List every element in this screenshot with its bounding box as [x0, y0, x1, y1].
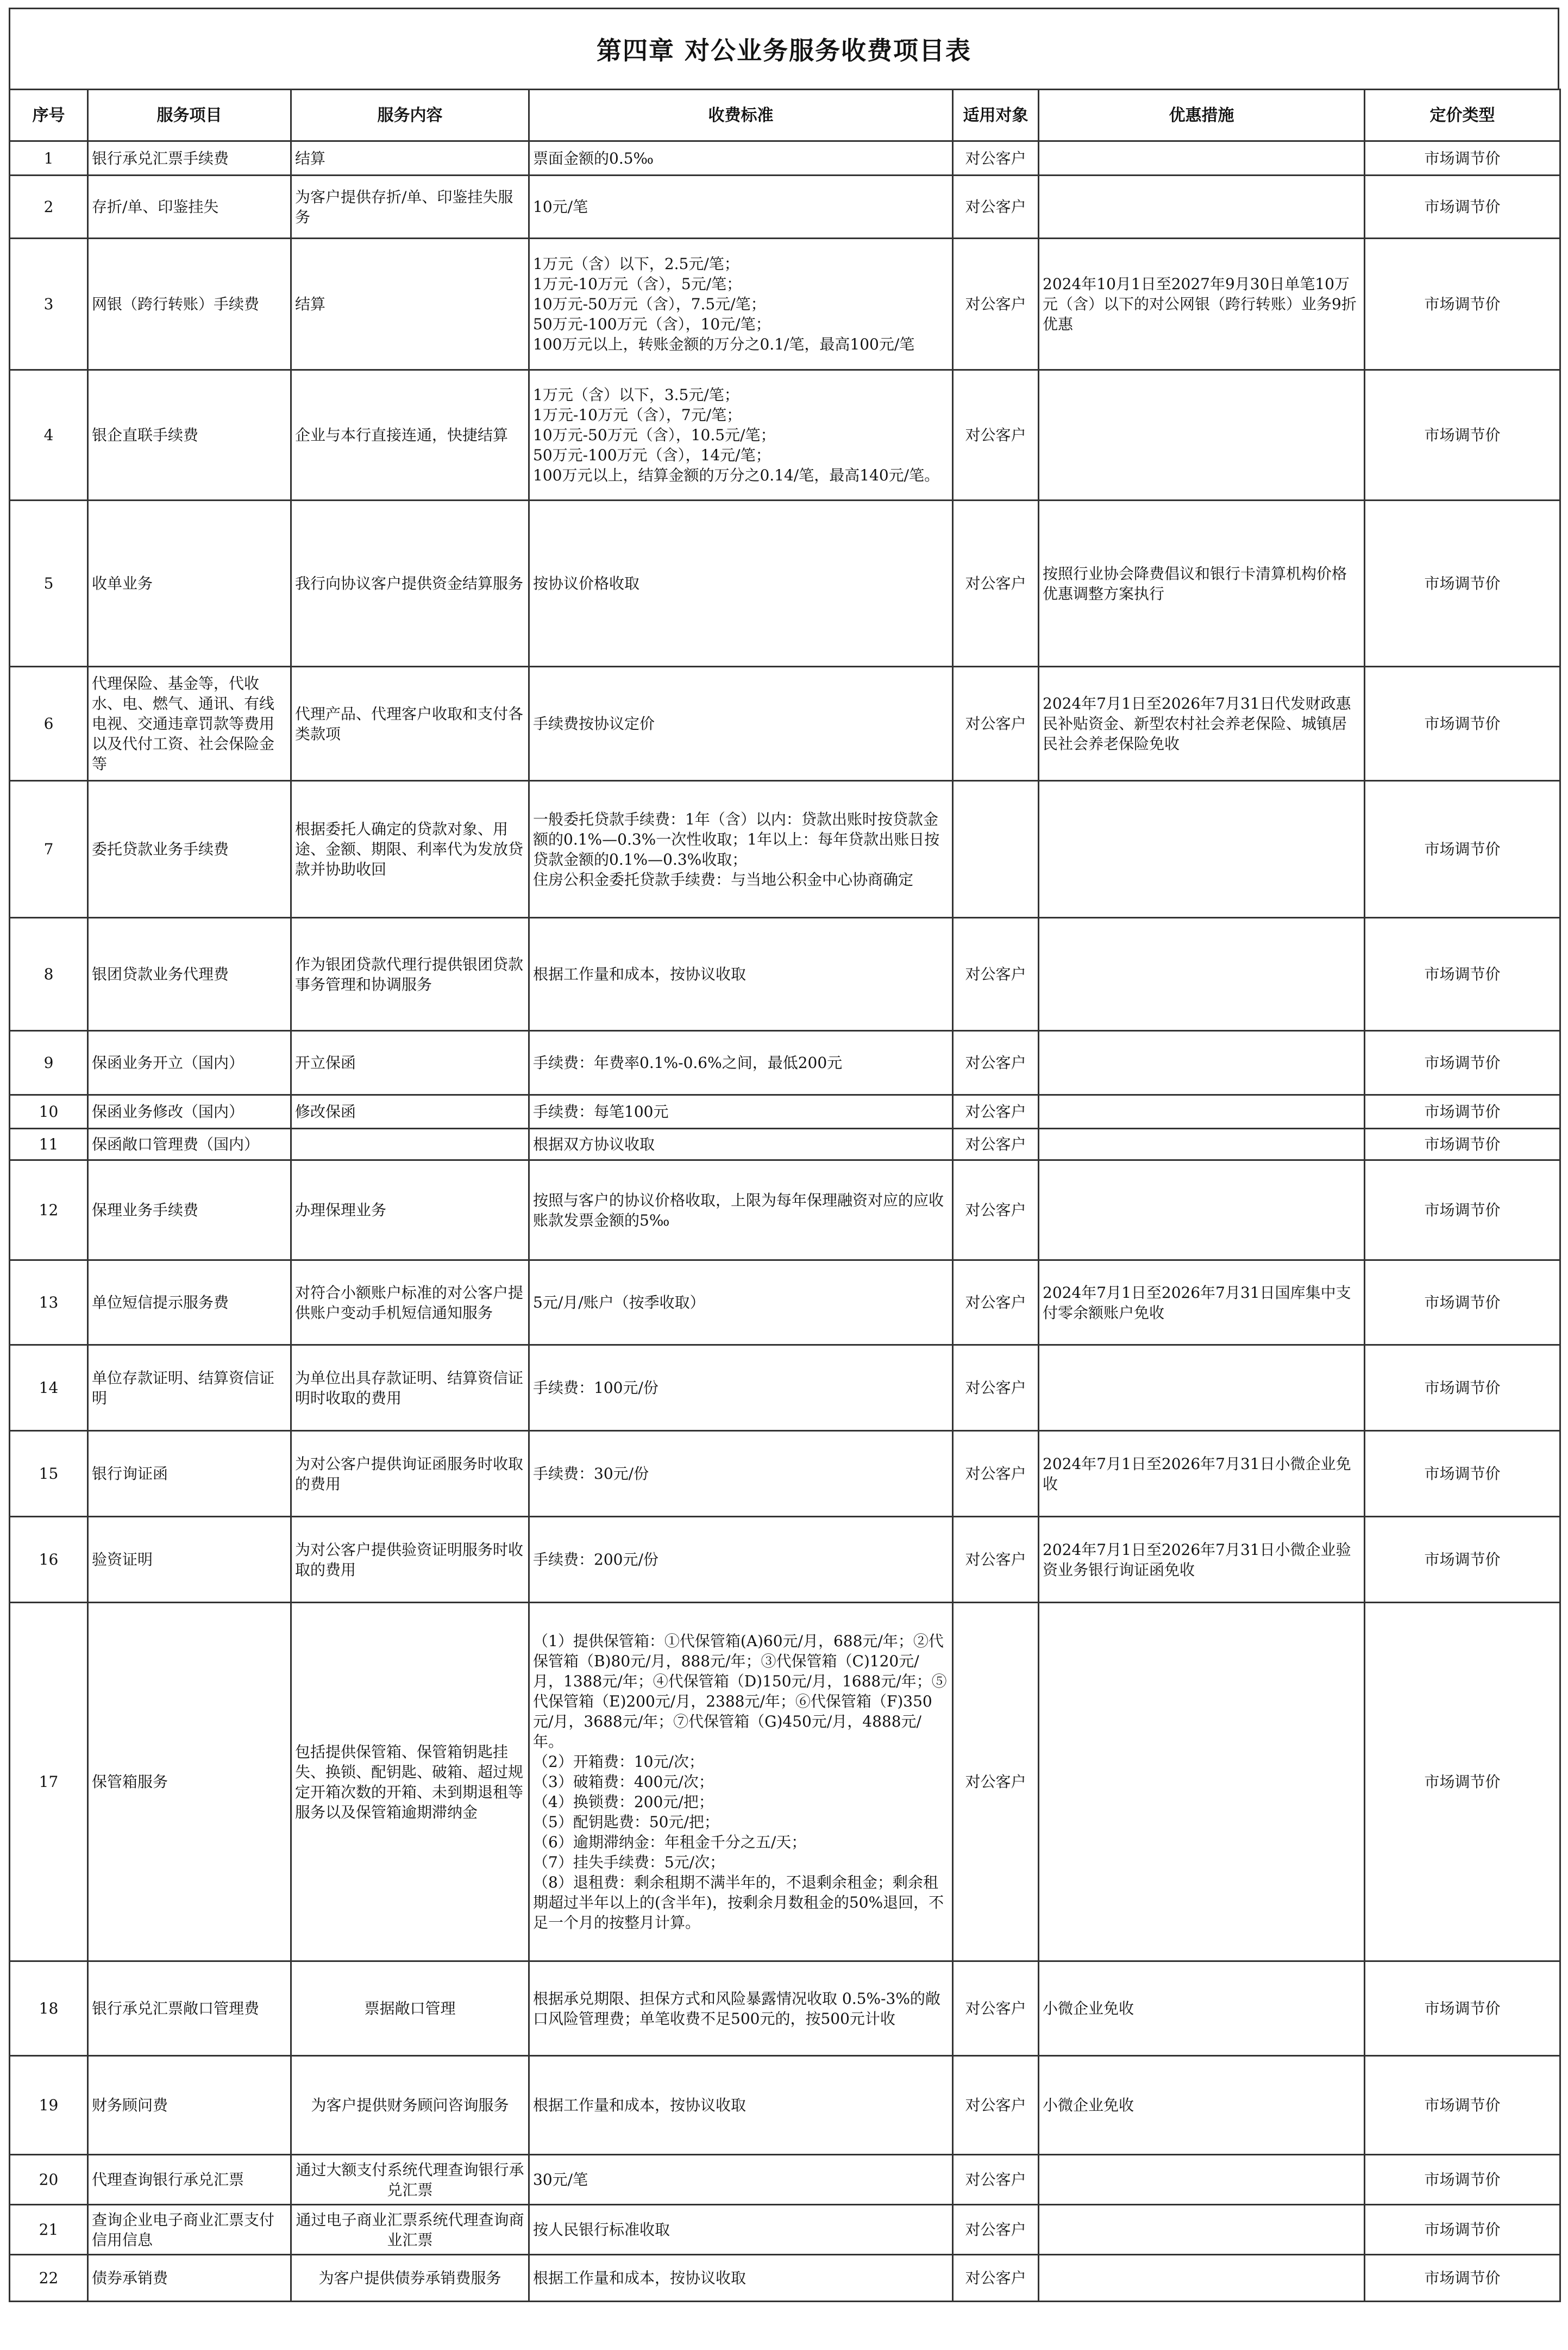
table-row — [10, 1345, 1560, 1431]
cell-item: 单位短信提示服务费 — [88, 1260, 291, 1345]
cell-discount: 按照行业协会降费倡议和银行卡清算机构价格优惠调整方案执行 — [1039, 501, 1365, 667]
table-row — [10, 2255, 1560, 2302]
cell-item: 代理查询银行承兑汇票 — [88, 2155, 291, 2205]
cell-standard: 1万元（含）以下，2.5元/笔； 1万元-10万元（含），5元/笔； 10万元-50万元（含），7.5元/笔； 50万元-100万元（含），10元/笔； 100万元以上，转账金额的万分之0.1/笔，最高100元/笔 — [529, 239, 953, 370]
cell-discount — [1039, 1160, 1365, 1260]
cell-standard: 手续费：200元/份 — [529, 1517, 953, 1603]
header-target: 适用对象 — [953, 90, 1039, 141]
cell-pricing: 市场调节价 — [1365, 1603, 1560, 1961]
header-no: 序号 — [10, 90, 88, 141]
header-item: 服务项目 — [88, 90, 291, 141]
header-standard: 收费标准 — [529, 90, 953, 141]
cell-content: 为客户提供财务顾问咨询服务 — [291, 2056, 529, 2155]
cell-discount — [1039, 176, 1365, 239]
cell-content — [291, 1129, 529, 1160]
cell-item: 银企直联手续费 — [88, 370, 291, 501]
cell-standard: （1）提供保管箱：①代保管箱(A)60元/月，688元/年；②代保管箱（B)80元/月，888元/年；③代保管箱（C)120元/月，1388元/年；④代保管箱（D)150元/月，1688元/年；⑤代保管箱（E)200元/月，2388元/年；⑥代保管箱（F)350元/月，3688元/年；⑦代保管箱（G)450元/月，4888元/年。 （2）开箱费：10元/次； （3）破箱费：400元/次； （4）换锁费：200元/把； （5）配钥匙费：50元/把； （6）逾期滞纳金：年租金千分之五/天； （7）挂失手续费：5元/次； （8）退租费：剩余租期不满半年的，不退剩余租金；剩余租期超过半年以上的(含半年)，按剩余月数租金的50%退回，不足一个月的按整月计算。 — [529, 1603, 953, 1961]
table-title: 第四章 对公业务服务收费项目表 — [9, 8, 1559, 89]
cell-pricing: 市场调节价 — [1365, 1031, 1560, 1095]
cell-standard: 5元/月/账户（按季收取） — [529, 1260, 953, 1345]
cell-no: 6 — [10, 667, 88, 781]
cell-content: 为对公客户提供验资证明服务时收取的费用 — [291, 1517, 529, 1603]
cell-content: 为对公客户提供询证函服务时收取的费用 — [291, 1431, 529, 1517]
cell-discount — [1039, 141, 1365, 176]
cell-pricing: 市场调节价 — [1365, 2205, 1560, 2255]
table-row — [10, 1961, 1560, 2056]
cell-pricing: 市场调节价 — [1365, 2255, 1560, 2302]
table-row — [10, 918, 1560, 1031]
cell-discount: 小微企业免收 — [1039, 1961, 1365, 2056]
table-row — [10, 1517, 1560, 1603]
cell-no: 8 — [10, 918, 88, 1031]
cell-item: 保函业务修改（国内） — [88, 1095, 291, 1129]
cell-content: 为单位出具存款证明、结算资信证明时收取的费用 — [291, 1345, 529, 1431]
cell-item: 查询企业电子商业汇票支付信用信息 — [88, 2205, 291, 2255]
cell-standard: 按人民银行标准收取 — [529, 2205, 953, 2255]
cell-no: 16 — [10, 1517, 88, 1603]
cell-target: 对公客户 — [953, 370, 1039, 501]
cell-target: 对公客户 — [953, 176, 1039, 239]
cell-standard: 根据双方协议收取 — [529, 1129, 953, 1160]
cell-discount — [1039, 781, 1365, 918]
cell-content: 票据敞口管理 — [291, 1961, 529, 2056]
cell-content: 代理产品、代理客户收取和支付各类款项 — [291, 667, 529, 781]
cell-standard: 按协议价格收取 — [529, 501, 953, 667]
cell-item: 债券承销费 — [88, 2255, 291, 2302]
table-row — [10, 1603, 1560, 1961]
table-row — [10, 1095, 1560, 1129]
cell-no: 1 — [10, 141, 88, 176]
cell-discount — [1039, 1129, 1365, 1160]
cell-item: 银团贷款业务代理费 — [88, 918, 291, 1031]
table-row — [10, 1129, 1560, 1160]
cell-standard: 根据工作量和成本，按协议收取 — [529, 2056, 953, 2155]
cell-item: 验资证明 — [88, 1517, 291, 1603]
cell-no: 7 — [10, 781, 88, 918]
cell-target: 对公客户 — [953, 141, 1039, 176]
cell-no: 10 — [10, 1095, 88, 1129]
cell-standard: 手续费：30元/份 — [529, 1431, 953, 1517]
cell-target: 对公客户 — [953, 501, 1039, 667]
cell-discount — [1039, 1603, 1365, 1961]
cell-no: 19 — [10, 2056, 88, 2155]
cell-standard: 根据承兑期限、担保方式和风险暴露情况收取 0.5%-3%的敞口风险管理费；单笔收费不足500元的，按500元计收 — [529, 1961, 953, 2056]
cell-no: 2 — [10, 176, 88, 239]
cell-pricing: 市场调节价 — [1365, 1095, 1560, 1129]
cell-discount: 小微企业免收 — [1039, 2056, 1365, 2155]
cell-no: 12 — [10, 1160, 88, 1260]
cell-content: 通过大额支付系统代理查询银行承兑汇票 — [291, 2155, 529, 2205]
table-row — [10, 1160, 1560, 1260]
table-row — [10, 1431, 1560, 1517]
cell-standard: 手续费：100元/份 — [529, 1345, 953, 1431]
cell-standard: 票面金额的0.5‰ — [529, 141, 953, 176]
cell-pricing: 市场调节价 — [1365, 918, 1560, 1031]
cell-discount: 2024年7月1日至2026年7月31日国库集中支付零余额账户免收 — [1039, 1260, 1365, 1345]
cell-target — [953, 781, 1039, 918]
cell-content: 我行向协议客户提供资金结算服务 — [291, 501, 529, 667]
cell-item: 单位存款证明、结算资信证明 — [88, 1345, 291, 1431]
table-row — [10, 1031, 1560, 1095]
cell-target: 对公客户 — [953, 239, 1039, 370]
cell-discount — [1039, 1345, 1365, 1431]
cell-discount — [1039, 370, 1365, 501]
cell-pricing: 市场调节价 — [1365, 2155, 1560, 2205]
table-row — [10, 141, 1560, 176]
cell-discount — [1039, 2155, 1365, 2205]
header-pricing: 定价类型 — [1365, 90, 1560, 141]
fee-table — [9, 89, 1561, 2302]
cell-no: 15 — [10, 1431, 88, 1517]
cell-pricing: 市场调节价 — [1365, 176, 1560, 239]
cell-pricing: 市场调节价 — [1365, 1961, 1560, 2056]
cell-pricing: 市场调节价 — [1365, 781, 1560, 918]
table-row — [10, 370, 1560, 501]
cell-content: 为客户提供债券承销费服务 — [291, 2255, 529, 2302]
cell-target: 对公客户 — [953, 1160, 1039, 1260]
cell-target: 对公客户 — [953, 918, 1039, 1031]
fee-table-sheet — [9, 8, 1559, 2302]
cell-discount — [1039, 918, 1365, 1031]
cell-target: 对公客户 — [953, 2155, 1039, 2205]
cell-discount — [1039, 1031, 1365, 1095]
table-row — [10, 2155, 1560, 2205]
cell-no: 17 — [10, 1603, 88, 1961]
cell-content: 作为银团贷款代理行提供银团贷款事务管理和协调服务 — [291, 918, 529, 1031]
cell-target: 对公客户 — [953, 667, 1039, 781]
cell-standard: 10元/笔 — [529, 176, 953, 239]
cell-discount — [1039, 2255, 1365, 2302]
cell-item: 保理业务手续费 — [88, 1160, 291, 1260]
cell-item: 银行承兑汇票敞口管理费 — [88, 1961, 291, 2056]
cell-pricing: 市场调节价 — [1365, 1160, 1560, 1260]
cell-target: 对公客户 — [953, 1961, 1039, 2056]
cell-target: 对公客户 — [953, 2205, 1039, 2255]
cell-target: 对公客户 — [953, 2056, 1039, 2155]
cell-no: 18 — [10, 1961, 88, 2056]
cell-target: 对公客户 — [953, 1129, 1039, 1160]
cell-standard: 按照与客户的协议价格收取，上限为每年保理融资对应的应收账款发票金额的5‰ — [529, 1160, 953, 1260]
cell-item: 网银（跨行转账）手续费 — [88, 239, 291, 370]
cell-no: 14 — [10, 1345, 88, 1431]
cell-content: 结算 — [291, 141, 529, 176]
cell-pricing: 市场调节价 — [1365, 1260, 1560, 1345]
cell-no: 21 — [10, 2205, 88, 2255]
cell-standard: 30元/笔 — [529, 2155, 953, 2205]
cell-discount: 2024年10月1日至2027年9月30日单笔10万元（含）以下的对公网银（跨行转账）业务9折优惠 — [1039, 239, 1365, 370]
cell-target: 对公客户 — [953, 1431, 1039, 1517]
table-row — [10, 176, 1560, 239]
table-row — [10, 2205, 1560, 2255]
cell-pricing: 市场调节价 — [1365, 2056, 1560, 2155]
cell-no: 9 — [10, 1031, 88, 1095]
cell-target: 对公客户 — [953, 1603, 1039, 1961]
cell-no: 13 — [10, 1260, 88, 1345]
cell-item: 保函敞口管理费（国内） — [88, 1129, 291, 1160]
cell-content: 根据委托人确定的贷款对象、用途、金额、期限、利率代为发放贷款并协助收回 — [291, 781, 529, 918]
cell-content: 对符合小额账户标准的对公客户提供账户变动手机短信通知服务 — [291, 1260, 529, 1345]
cell-standard: 根据工作量和成本，按协议收取 — [529, 918, 953, 1031]
cell-no: 11 — [10, 1129, 88, 1160]
cell-item: 财务顾问费 — [88, 2056, 291, 2155]
cell-discount: 2024年7月1日至2026年7月31日代发财政惠民补贴资金、新型农村社会养老保险、城镇居民社会养老保险免收 — [1039, 667, 1365, 781]
cell-content: 开立保函 — [291, 1031, 529, 1095]
header-discount: 优惠措施 — [1039, 90, 1365, 141]
table-row — [10, 2056, 1560, 2155]
cell-pricing: 市场调节价 — [1365, 1129, 1560, 1160]
cell-pricing: 市场调节价 — [1365, 1431, 1560, 1517]
cell-item: 银行承兑汇票手续费 — [88, 141, 291, 176]
cell-discount: 2024年7月1日至2026年7月31日小微企业免收 — [1039, 1431, 1365, 1517]
cell-discount — [1039, 1095, 1365, 1129]
cell-target: 对公客户 — [953, 1095, 1039, 1129]
cell-item: 保函业务开立（国内） — [88, 1031, 291, 1095]
cell-target: 对公客户 — [953, 1031, 1039, 1095]
cell-item: 委托贷款业务手续费 — [88, 781, 291, 918]
table-row — [10, 239, 1560, 370]
cell-pricing: 市场调节价 — [1365, 239, 1560, 370]
cell-pricing: 市场调节价 — [1365, 667, 1560, 781]
cell-standard: 一般委托贷款手续费：1年（含）以内：贷款出账时按贷款金额的0.1%—0.3%一次性收取；1年以上：每年贷款出账日按贷款金额的0.1%—0.3%收取； 住房公积金委托贷款手续费：与当地公积金中心协商确定 — [529, 781, 953, 918]
cell-no: 3 — [10, 239, 88, 370]
cell-target: 对公客户 — [953, 1260, 1039, 1345]
cell-content: 企业与本行直接连通，快捷结算 — [291, 370, 529, 501]
cell-target: 对公客户 — [953, 2255, 1039, 2302]
header-row — [10, 90, 1560, 141]
cell-pricing: 市场调节价 — [1365, 370, 1560, 501]
cell-standard: 根据工作量和成本，按协议收取 — [529, 2255, 953, 2302]
cell-item: 存折/单、印鉴挂失 — [88, 176, 291, 239]
cell-content: 修改保函 — [291, 1095, 529, 1129]
cell-no: 4 — [10, 370, 88, 501]
cell-pricing: 市场调节价 — [1365, 141, 1560, 176]
cell-standard: 手续费：每笔100元 — [529, 1095, 953, 1129]
table-row — [10, 1260, 1560, 1345]
cell-item: 银行询证函 — [88, 1431, 291, 1517]
cell-target: 对公客户 — [953, 1345, 1039, 1431]
cell-target: 对公客户 — [953, 1517, 1039, 1603]
cell-content: 通过电子商业汇票系统代理查询商业汇票 — [291, 2205, 529, 2255]
cell-content: 为客户提供存折/单、印鉴挂失服务 — [291, 176, 529, 239]
cell-standard: 手续费：年费率0.1%-0.6%之间，最低200元 — [529, 1031, 953, 1095]
cell-pricing: 市场调节价 — [1365, 501, 1560, 667]
cell-content: 结算 — [291, 239, 529, 370]
cell-item: 保管箱服务 — [88, 1603, 291, 1961]
table-row — [10, 781, 1560, 918]
cell-item: 代理保险、基金等，代收水、电、燃气、通讯、有线电视、交通违章罚款等费用以及代付工资、社会保险金等 — [88, 667, 291, 781]
cell-no: 20 — [10, 2155, 88, 2205]
cell-pricing: 市场调节价 — [1365, 1345, 1560, 1431]
cell-item: 收单业务 — [88, 501, 291, 667]
cell-no: 5 — [10, 501, 88, 667]
table-row — [10, 667, 1560, 781]
cell-content: 办理保理业务 — [291, 1160, 529, 1260]
cell-content: 包括提供保管箱、保管箱钥匙挂失、换锁、配钥匙、破箱、超过规定开箱次数的开箱、未到期退租等服务以及保管箱逾期滞纳金 — [291, 1603, 529, 1961]
cell-no: 22 — [10, 2255, 88, 2302]
cell-discount: 2024年7月1日至2026年7月31日小微企业验资业务银行询证函免收 — [1039, 1517, 1365, 1603]
table-row — [10, 501, 1560, 667]
cell-pricing: 市场调节价 — [1365, 1517, 1560, 1603]
cell-standard: 1万元（含）以下，3.5元/笔； 1万元-10万元（含），7元/笔； 10万元-50万元（含），10.5元/笔； 50万元-100万元（含），14元/笔； 100万元以上，结算金额的万分之0.14/笔，最高140元/笔。 — [529, 370, 953, 501]
header-content: 服务内容 — [291, 90, 529, 141]
cell-discount — [1039, 2205, 1365, 2255]
cell-standard: 手续费按协议定价 — [529, 667, 953, 781]
